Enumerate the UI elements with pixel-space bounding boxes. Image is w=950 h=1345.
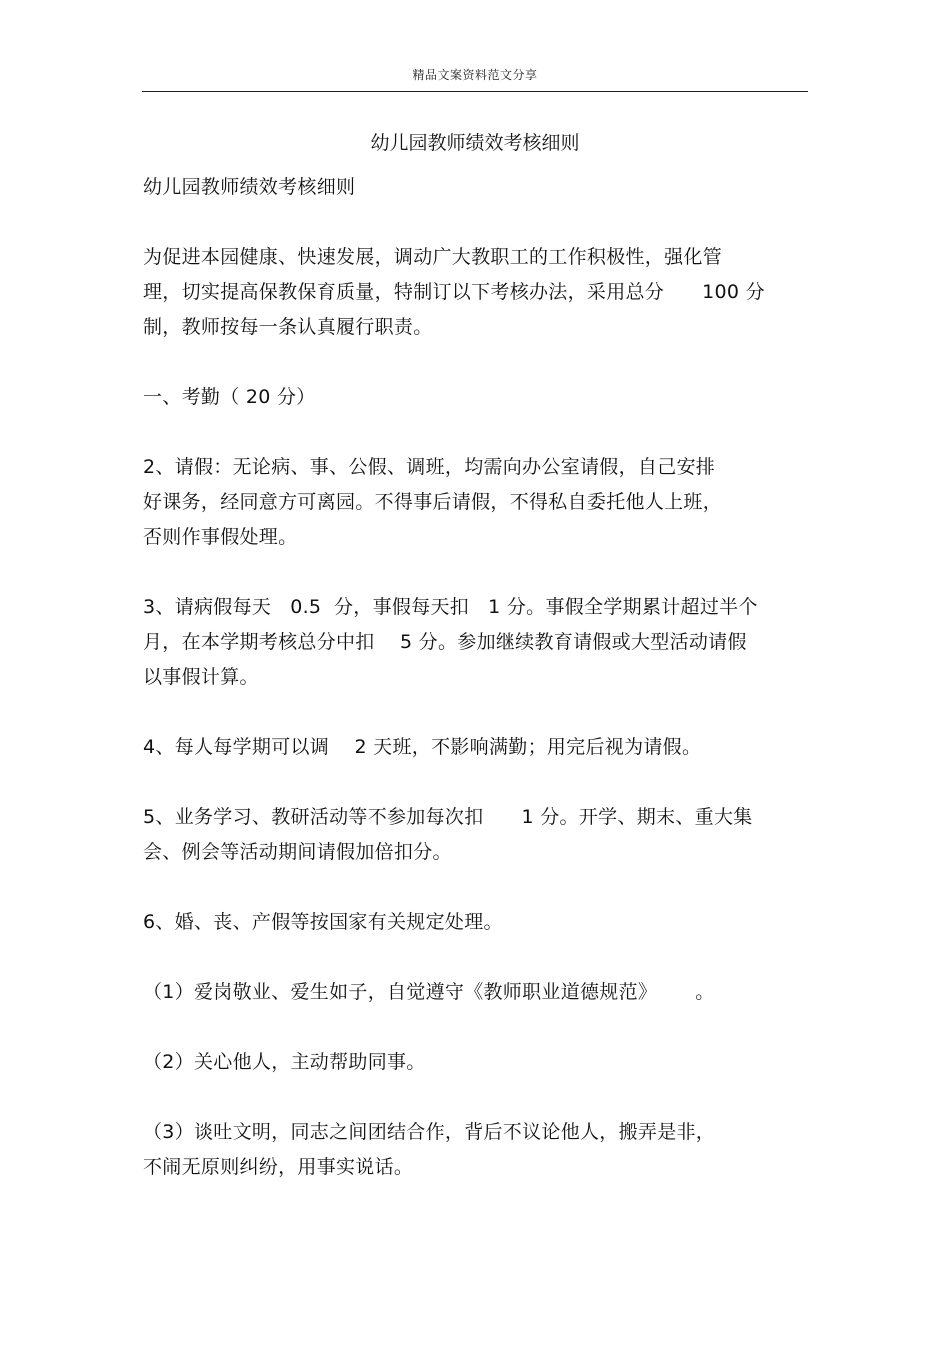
text-line: 4、每人每学期可以调 2 天班，不影响满勤；用完后视为请假。 — [143, 736, 702, 758]
text-line: （3）谈吐文明，同志之间团结合作，背后不议论他人，搬弄是非， — [143, 1121, 716, 1143]
paragraph-item-4 — [143, 730, 813, 765]
text-line: 6、婚、丧、产假等按国家有关规定处理。 — [143, 911, 503, 933]
text-line: 2、请假：无论病、事、公假、调班，均需向办公室请假，自己安排 — [143, 456, 716, 478]
text-line: 会、例会等活动期间请假加倍扣分。 — [143, 841, 452, 863]
text-line: （1）爱岗敬业、爱生如子，自觉遵守《教师职业道德规范》 。 — [143, 981, 715, 1003]
section-heading-attendance — [143, 380, 813, 415]
paragraph-intro — [143, 240, 813, 345]
text-line: 不闹无原则纠纷，用事实说话。 — [143, 1156, 414, 1178]
text-line: 否则作事假处理。 — [143, 526, 298, 548]
paragraph-item-5 — [143, 800, 813, 870]
header-divider — [142, 91, 808, 92]
text-line: （2）关心他人，主动帮助同事。 — [143, 1051, 426, 1073]
paragraph-item-3 — [143, 590, 813, 695]
text-line: 一、考勤（ 20 分） — [143, 386, 316, 408]
text-line: 理，切实提高保教保育质量，特制订以下考核办法，采用总分 100 分 — [143, 281, 765, 303]
document-body — [143, 170, 813, 1185]
text-line: 制，教师按每一条认真履行职责。 — [143, 316, 433, 338]
text-line: 3、请病假每天 0.5 分，事假每天扣 1 分。事假全学期累计超过半个 — [143, 596, 758, 618]
document-title: 幼儿园教师绩效考核细则 — [370, 132, 580, 154]
text-line: 以事假计算。 — [143, 666, 259, 688]
document-subtitle: 幼儿园教师绩效考核细则 — [143, 176, 356, 198]
text-line: 为促进本园健康、快速发展，调动广大教职工的工作积极性，强化管 — [143, 246, 723, 268]
paragraph-item-6 — [143, 905, 813, 940]
text-line: 5、业务学习、教研活动等不参加每次扣 1 分。开学、期末、重大集 — [143, 806, 753, 828]
paragraph-item-2 — [143, 450, 813, 555]
text-line: 月，在本学期考核总分中扣 5 分。参加继续教育请假或大型活动请假 — [143, 631, 747, 653]
paragraph-sub-3 — [143, 1115, 813, 1185]
paragraph-sub-2 — [143, 1045, 813, 1080]
text-line: 好课务，经同意方可离园。不得事后请假，不得私自委托他人上班， — [143, 491, 723, 513]
page-header: 精品文案资料范文分享 — [412, 68, 538, 82]
paragraph-sub-1 — [143, 975, 813, 1010]
